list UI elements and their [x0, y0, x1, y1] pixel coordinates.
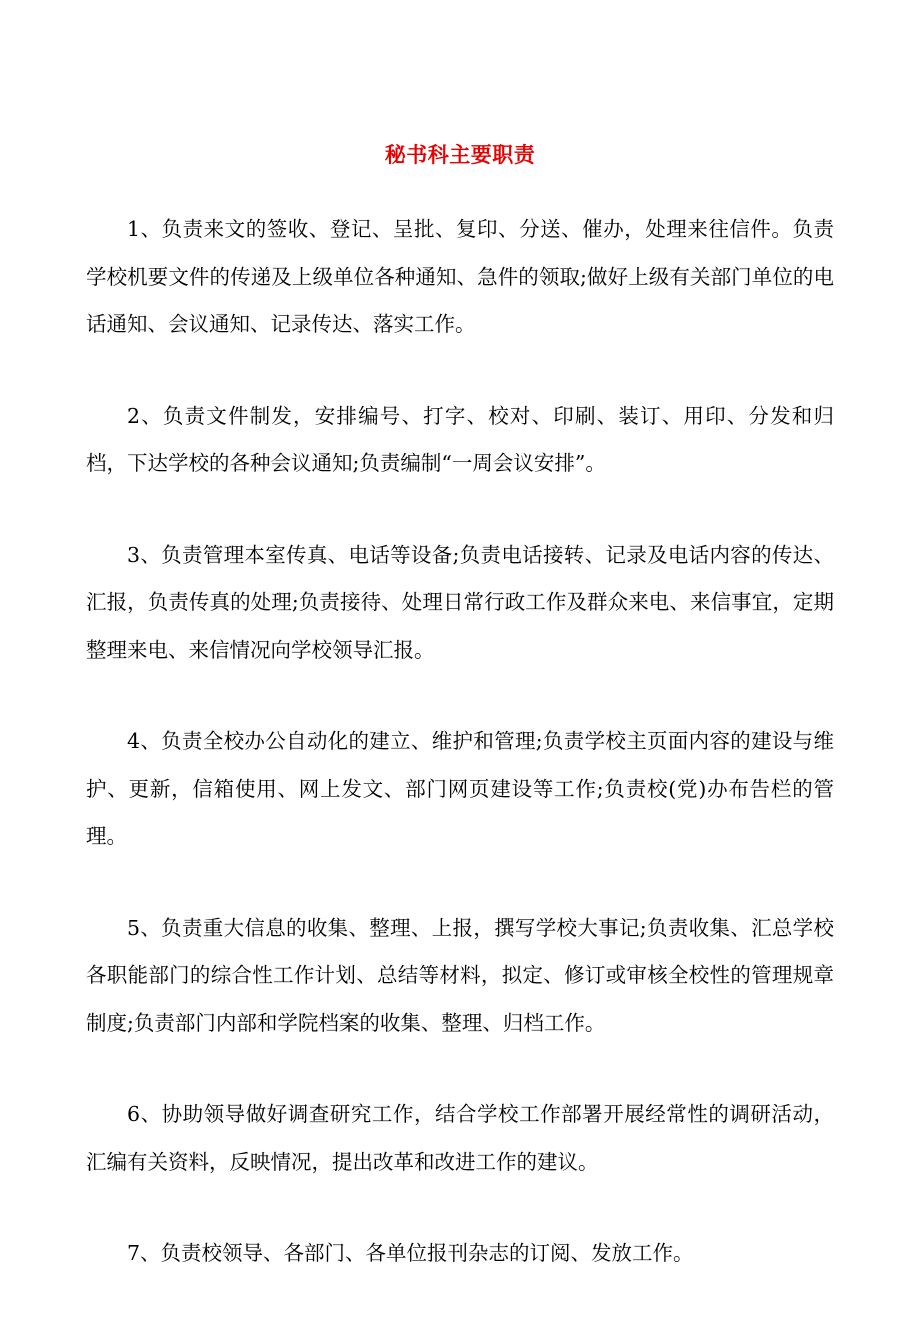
duty-paragraph-3: 3、负责管理本室传真、电话等设备;负责电话接转、记录及电话内容的传达、汇报，负责传真的处理;负责接待、处理日常行政工作及群众来电、来信事宜，定期整理来电、来信情况向学校领导汇报。 — [86, 542, 834, 662]
document-title: 秘书科主要职责 — [384, 142, 536, 167]
duty-paragraph-2: 2、负责文件制发，安排编号、打字、校对、印刷、装订、用印、分发和归档，下达学校的各种会议通知;负责编制“一周会议安排”。 — [86, 403, 834, 475]
duty-paragraph-1: 1、负责来文的签收、登记、呈批、复印、分送、催办，处理来往信件。负责学校机要文件的传递及上级单位各种通知、急件的领取;做好上级有关部门单位的电话通知、会议通知、记录传达、落实工作。 — [86, 217, 834, 336]
duty-paragraph-7: 7、负责校领导、各部门、各单位报刊杂志的订阅、发放工作。 — [127, 1241, 694, 1265]
duty-paragraph-4: 4、负责全校办公自动化的建立、维护和管理;负责学校主页面内容的建设与维护、更新，信箱使用、网上发文、部门网页建设等工作;负责校(党)办布告栏的管理。 — [86, 729, 834, 848]
document-body — [86, 206, 834, 1322]
duty-paragraph-6: 6、协助领导做好调查研究工作，结合学校工作部署开展经常性的调研活动，汇编有关资料，反映情况，提出改革和改进工作的建议。 — [86, 1102, 834, 1174]
duty-paragraph-5: 5、负责重大信息的收集、整理、上报，撰写学校大事记;负责收集、汇总学校各职能部门的综合性工作计划、总结等材料，拟定、修订或审核全校性的管理规章制度;负责部门内部和学院档案的收集、整理、归档工作。 — [86, 915, 834, 1035]
